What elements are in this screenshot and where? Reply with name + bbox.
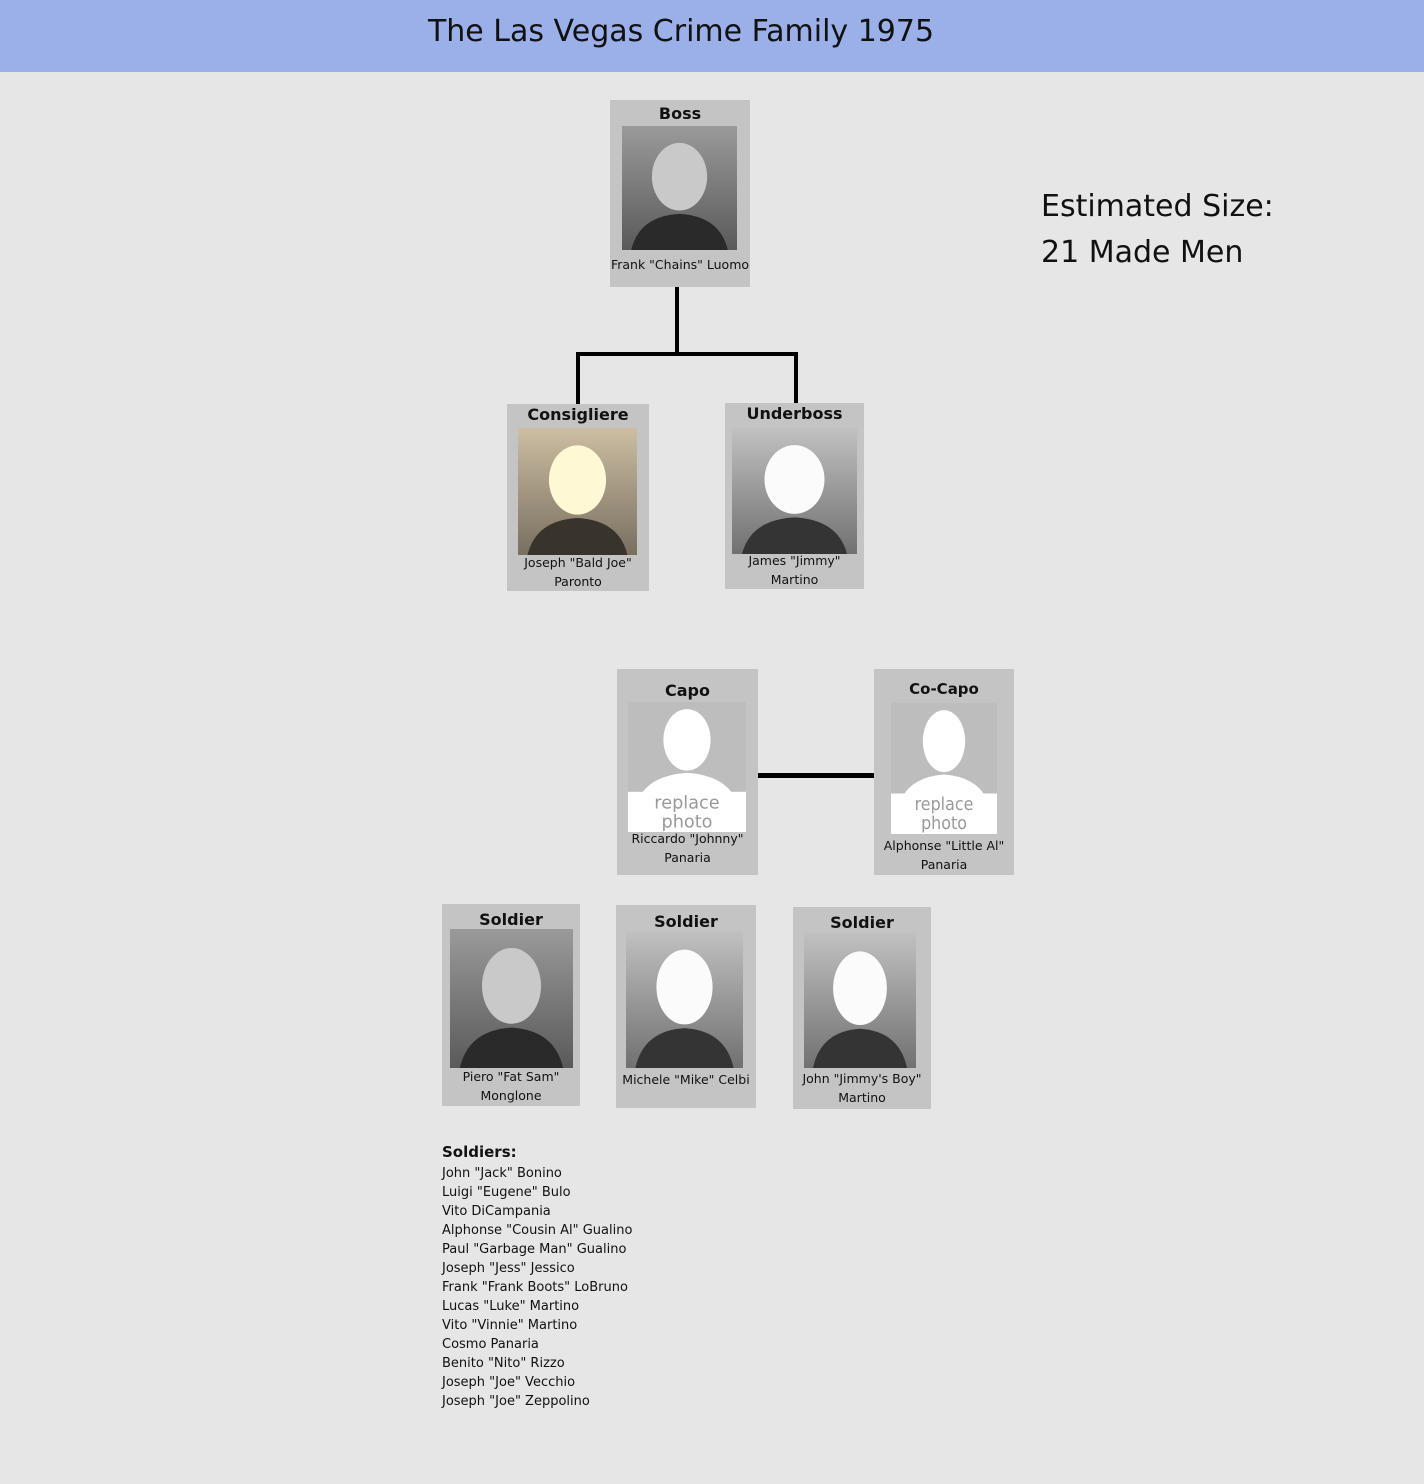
member-name: Panaria: [920, 857, 968, 872]
placeholder-text: photo: [921, 812, 967, 834]
soldier-list-item: Lucas "Luke" Martino: [442, 1299, 580, 1314]
soldier-list-item: Paul "Garbage Man" Gualino: [442, 1242, 627, 1257]
soldier-card: [616, 905, 756, 1108]
role-label: Consigliere: [527, 405, 629, 424]
role-label: Boss: [658, 104, 702, 123]
soldier-list-item: Joseph "Jess" Jessico: [442, 1261, 575, 1276]
estimated-size: [1041, 184, 1274, 276]
soldier-list-item: Joseph "Joe" Zeppolino: [442, 1394, 590, 1409]
member-name: Riccardo "Johnny": [631, 831, 744, 846]
header-bar: [0, 0, 1424, 72]
role-label: Underboss: [746, 404, 843, 423]
placeholder-text: replace: [914, 793, 974, 815]
connector-line: [576, 352, 798, 356]
capo-card: [617, 669, 758, 875]
member-name: Martino: [770, 572, 819, 587]
cocapo-card: [874, 669, 1014, 875]
role-label: Soldier: [479, 910, 543, 929]
role-label: Co-Capo: [909, 680, 979, 698]
connector-line: [576, 352, 580, 404]
underboss-card: [725, 403, 864, 589]
placeholder-text: photo: [661, 812, 713, 832]
member-name: Joseph "Bald Joe": [524, 555, 632, 570]
soldier-photo: [450, 929, 573, 1068]
soldier-list-item: John "Jack" Bonino: [442, 1166, 562, 1181]
member-name: Alphonse "Little Al": [883, 838, 1005, 853]
member-name: Frank "Chains" Luomo: [610, 257, 750, 272]
soldier-card: [442, 904, 580, 1106]
member-name: Monglone: [480, 1088, 542, 1103]
connector-line: [758, 773, 874, 778]
underboss-photo: [732, 428, 857, 554]
placeholder-text: replace: [654, 793, 720, 814]
soldier-list-item: Alphonse "Cousin Al" Gualino: [442, 1223, 633, 1238]
member-name: Michele "Mike" Celbi: [622, 1072, 750, 1087]
soldier-list-item: Luigi "Eugene" Bulo: [442, 1185, 571, 1200]
member-name: Panaria: [664, 850, 711, 865]
role-label: Soldier: [830, 913, 894, 932]
role-label: Soldier: [654, 912, 718, 931]
connector-line: [675, 287, 679, 355]
member-name: James "Jimmy": [748, 553, 841, 568]
soldier-list-item: Vito DiCampania: [442, 1204, 551, 1219]
soldier-photo: [626, 931, 743, 1068]
soldiers-list-heading: Soldiers:: [442, 1143, 517, 1161]
capo-photo-placeholder: [628, 702, 746, 832]
soldier-list-item: Benito "Nito" Rizzo: [442, 1356, 565, 1371]
soldier-list-item: Frank "Frank Boots" LoBruno: [442, 1280, 628, 1295]
consigliere-card: [507, 404, 649, 591]
consigliere-photo: [518, 428, 637, 555]
soldier-card: [793, 907, 931, 1109]
member-name: Martino: [838, 1090, 886, 1105]
soldier-list-item: Joseph "Joe" Vecchio: [442, 1375, 576, 1390]
boss-card: [610, 100, 750, 287]
boss-photo: [622, 126, 737, 250]
page-title: The Las Vegas Crime Family 1975: [427, 14, 935, 49]
soldiers-list: [442, 1143, 632, 1411]
soldier-photo: [804, 933, 916, 1068]
cocapo-photo-placeholder: [891, 703, 997, 834]
member-name: Paronto: [554, 574, 602, 589]
estimated-size-label: Estimated Size:: [1041, 189, 1274, 224]
connector-line: [794, 352, 798, 404]
role-label: Capo: [665, 681, 710, 700]
member-name: Piero "Fat Sam": [462, 1069, 560, 1084]
soldier-list-item: Vito "Vinnie" Martino: [442, 1318, 578, 1333]
estimated-size-value: 21 Made Men: [1041, 235, 1244, 270]
member-name: John "Jimmy's Boy": [802, 1071, 922, 1086]
soldier-list-item: Cosmo Panaria: [442, 1337, 539, 1352]
